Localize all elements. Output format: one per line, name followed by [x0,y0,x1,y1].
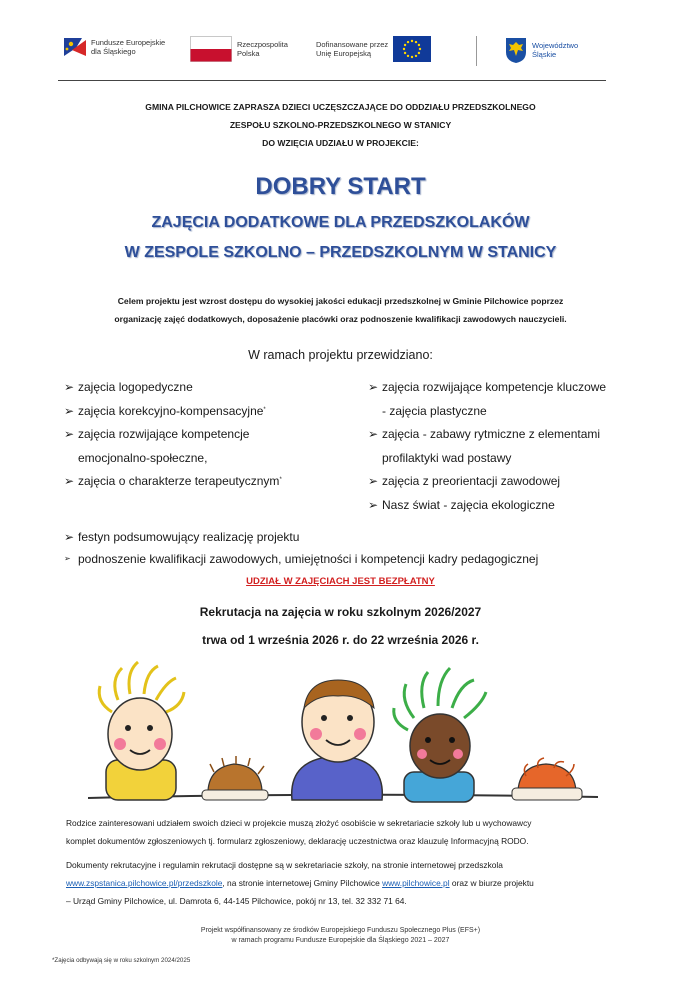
kid-green-hair [394,668,486,802]
list-item [64,526,644,548]
list-item-text: zajęcia rozwijające kompetencje kluczowe [382,380,607,394]
project-goal [50,292,631,328]
arrow-bullet-icon: ➢ [64,403,75,418]
footnote: *Zajęcia odbywają się w roku szkolnym 2024/2025 [52,957,191,964]
sl-line-1: Województwo [532,41,579,50]
eu-star-icon [415,55,417,57]
logo-unia-europejska [316,36,431,62]
rp-line-2: Polska [237,49,260,58]
info-paragraph-2 [66,856,626,910]
list-item [368,494,658,518]
footnote-mark: * [279,477,282,483]
logo-wojewodztwo-slaskie [504,36,578,64]
intro-line-2: ZESPOŁU SZKOLNO-PRZEDSZKOLNEGO W STANICY [229,120,452,130]
rp-line-1: Rzeczpospolita [237,40,288,49]
subtitle-line-2: W ZESPOLE SZKOLNO – PRZEDSZKOLNYM W STANICY [124,244,557,261]
footnote-mark: * [263,406,266,413]
eu-star-icon [411,40,413,42]
info2-end: oraz w biurze projektu [449,878,534,888]
list-item [64,470,354,494]
eagle-crest-icon [504,36,528,64]
list-item [368,470,658,494]
logo-divider [476,36,477,66]
list-item [368,376,658,400]
goal-line-1: Celem projektu jest wzrost dostępu do wysokiej jakości edukacji przedszkolnej w Gminie Pilchowice poprzez [117,296,564,306]
left-activity-list [64,376,354,494]
arrow-bullet-icon: ➢ [368,427,379,441]
planned-heading: W ramach projektu przewidziano: [248,348,433,362]
eu-star-icon [407,55,409,57]
list-item-continuation: emocjonalno-społeczne, [78,450,208,465]
eu-star-icon [404,52,406,54]
arrow-bullet-icon: ➢ [368,380,379,394]
list-item [64,400,354,424]
info2-line-3: – Urząd Gminy Pilchowice, ul. Damrota 6, 44-145 Pilchowice, pokój nr 13, tel. 32 332 71 64. [66,896,407,906]
kid-blue-shirt [292,680,383,800]
info2-mid: , na stronie internetowej Gminy Pilchowice [222,878,383,888]
kid-yellow-hair [99,662,184,800]
info2-line-1: Dokumenty rekrutacyjne i regulamin rekrutacji dostępne są w sekretariacie szkoły, na stronie internetowej przedszkola [66,860,503,870]
free-participation-notice: UDZIAŁ W ZAJĘCIACH JEST BEZPŁATNY [246,576,435,587]
arrow-bullet-icon: ➢ [64,530,75,544]
arrow-bullet-icon: ➢ [368,474,379,488]
eu-flag-icon [393,36,431,62]
arrow-bullet-icon: ➢ [64,554,71,563]
list-item-label: zajęcia o charakterze terapeutycznym [78,474,280,488]
eu-star-icon [418,44,420,46]
funding-footer [0,926,681,946]
right-activity-list [368,376,658,517]
arrow-bullet-icon: ➢ [64,474,75,488]
footer-line-2: w ramach programu Fundusze Europejskie dla Śląskiego 2021 – 2027 [231,937,450,944]
list-item [64,423,354,447]
list-item [64,548,644,570]
fe-line-1: Fundusze Europejskie [91,38,166,47]
logo-bar [58,30,606,78]
ue-line-1: Dofinansowane przez [316,40,389,49]
ue-line-2: Unię Europejską [316,49,372,58]
list-item-continuation: profilaktyki wad postawy [382,450,512,465]
eu-star-icon [419,48,421,50]
page-title: DOBRY START [255,173,426,200]
bottom-activity-list [64,526,644,570]
gmina-website-link[interactable]: www.pilchowice.pl [382,878,450,888]
info2-line-2 [66,874,626,892]
eu-star-icon [411,56,413,58]
list-item [368,423,658,447]
list-item-continuation: - zajęcia plastyczne [382,403,487,418]
logo-fundusze-europejskie [62,36,165,58]
list-item-text: podnoszenie kwalifikacji zawodowych, umiejętności i kompetencji kadry pedagogicznej [78,552,539,566]
arrow-bullet-icon: ➢ [368,497,379,512]
intro-line-1: GMINA PILCHOWICE ZAPRASZA DZIECI UCZĘSZCZAJĄCE DO ODDZIAŁU PRZEDSZKOLNEGO [145,102,536,112]
list-item-text [78,400,266,424]
info1-line-2: komplet dokumentów zgłoszeniowych tj. formularz zgłoszeniowy, deklarację uczestnictwa oraz klauzulę Informacyjną RODO. [66,836,529,846]
footer-line-1: Projekt współfinansowany ze środków Europejskiego Funduszu Społecznego Plus (EFS+) [200,927,481,934]
eu-star-icon [403,48,405,50]
goal-line-2: organizację zajęć dodatkowych, doposażenie placówki oraz podnoszenie kwalifikacji zawodowych nauczycieli. [114,314,567,324]
list-item-text: zajęcia - zabawy rytmiczne z elementami [382,427,601,441]
kid-brown-hair [202,756,268,800]
list-item-text [78,470,282,494]
eu-star-icon [415,41,417,43]
eu-star-icon [418,52,420,54]
list-item-text: zajęcia rozwijające kompetencje [78,427,250,441]
list-item-text: zajęcia logopedyczne [78,380,193,394]
list-item-text: zajęcia z preorientacji zawodowej [382,474,561,488]
eu-star-icon [407,41,409,43]
fe-flag-icon [62,36,88,58]
logo-rzeczpospolita [190,36,288,62]
kid-orange-hair [512,758,582,800]
list-item-text: festyn podsumowujący realizację projektu [78,530,300,544]
intro-line-3: DO WZIĘCIA UDZIAŁU W PROJEKCIE: [262,138,419,148]
info1-line-1: Rodzice zainteresowani udziałem swoich dzieci w projekcie muszą złożyć osobiście w sekretariacie szkoły lub u wychowawcy [66,818,532,828]
arrow-bullet-icon: ➢ [64,380,75,394]
header-rule [58,80,606,81]
list-item-label: zajęcia korekcyjno-kompensacyjne [78,403,264,418]
arrow-bullet-icon: ➢ [64,427,75,441]
fe-line-2: dla Śląskiego [91,47,136,56]
list-item [64,376,354,400]
intro-block [40,98,641,152]
info-paragraph-1 [66,814,626,850]
school-website-link[interactable]: www.zspstanica.pilchowice.pl/przedszkole [66,878,223,888]
kids-illustration [88,660,598,808]
sl-line-2: Śląskie [532,50,557,59]
polish-flag-icon [190,36,232,62]
subtitle-line-1: ZAJĘCIA DODATKOWE DLA PRZEDSZKOLAKÓW [151,214,530,231]
recruitment-line-2: trwa od 1 września 2026 r. do 22 września 2026 r. [202,633,479,647]
list-item-text: Nasz świat - zajęcia ekologiczne [382,497,555,512]
eu-star-icon [404,44,406,46]
recruitment-line-1: Rekrutacja na zajęcia w roku szkolnym 2026/2027 [199,605,482,619]
